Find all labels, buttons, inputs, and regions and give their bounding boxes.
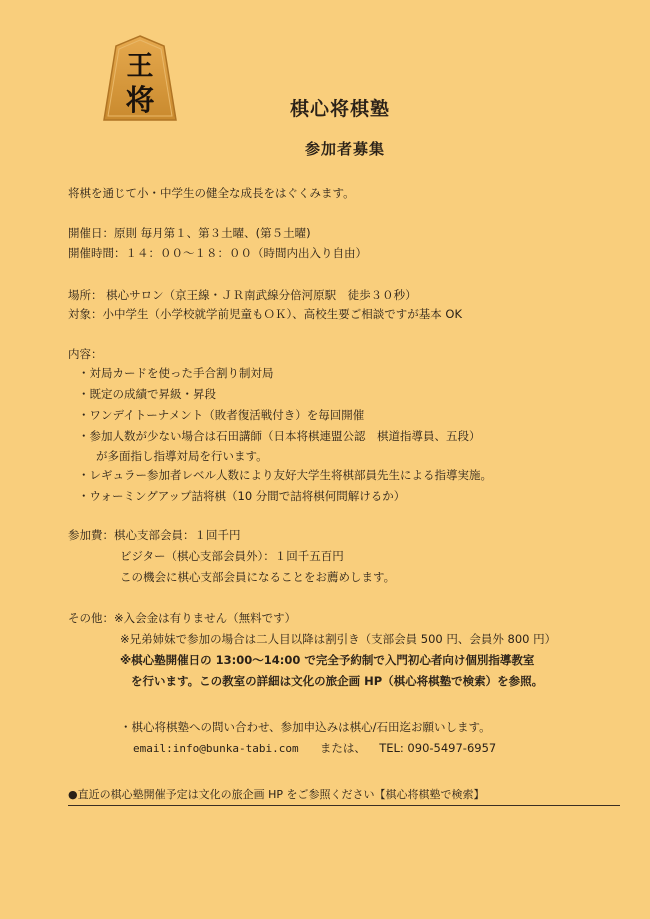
logo-kanji-top: 王 <box>126 51 154 82</box>
fee-note: この機会に棋心支部会員になることをお薦めします。 <box>120 570 396 584</box>
logo-kanji-bottom: 将 <box>125 83 155 117</box>
fee-visitor: ビジター（棋心支部会員外）：１回千五百円 <box>120 549 344 563</box>
schedule-days: 開催日：原則 毎月第１、第３土曜、(第５土曜) <box>68 226 311 240</box>
footer-note: ●直近の棋心塾開催予定は文化の旅企画 HP をご参照ください【棋心将棋塾で検索】 <box>68 788 485 801</box>
target-text: 対象：小中学生（小学校就学前児童もＯＫ）、高校生要ご相談ですが基本 OK <box>68 307 462 321</box>
other-line-4: を行います。この教室の詳細は文化の旅企画 HP（棋心将棋塾で検索）を参照。 <box>131 674 544 688</box>
contact-or: または、 <box>319 741 366 755</box>
fee-member: 参加費：棋心支部会員：１回千円 <box>68 528 241 542</box>
intro-text: 将棋を通じて小・中学生の健全な成長をはぐくみます。 <box>68 186 355 200</box>
contact-details <box>133 741 496 756</box>
content-item: ・参加人数が少ない場合は石田講師（日本将棋連盟公認 棋道指導員、五段） <box>78 429 481 443</box>
other-line-3: ※棋心塾開催日の 13:00～14:00 で完全予約制で入門初心者向け個別指導教室 <box>120 653 535 667</box>
location-text: 場所： 棋心サロン（京王線・ＪＲ南武線分倍河原駅 徒歩３０秒） <box>68 288 417 302</box>
other-line-2: ※兄弟姉妹で参加の場合は二人目以降は割引き（支部会員 500 円、会員外 800 円） <box>120 632 557 646</box>
content-item: が多面指し指導対局を行います。 <box>96 449 268 463</box>
contact-tel[interactable]: TEL: 090-5497-6957 <box>379 741 497 755</box>
schedule-time: 開催時間：１４：００～１８：００（時間内出入り自由） <box>68 246 367 260</box>
page-title: 棋心将棋塾 <box>289 98 390 120</box>
content-item: ・既定の成績で昇級・昇段 <box>78 387 216 401</box>
other-line-1: その他：※入会金は有りません（無料です） <box>68 611 297 625</box>
contact-line: ・棋心将棋塾への問い合わせ、参加申込みは棋心/石田迄お願いします。 <box>120 720 491 734</box>
content-item: ・ウォーミングアップ詰将棋（10 分間で詰将棋何問解けるか） <box>78 489 406 503</box>
content-item: ・対局カードを使った手合割り制対局 <box>78 366 274 380</box>
page-subtitle: 参加者募集 <box>304 140 385 158</box>
content-item: ・レギュラー参加者レベル人数により友好大学生将棋部員先生による指導実施。 <box>78 468 492 482</box>
content-item: ・ワンデイトーナメント（敗者復活戦付き）を毎回開催 <box>78 408 365 422</box>
contact-email[interactable]: email:info@bunka-tabi.com <box>133 742 299 755</box>
content-heading: 内容： <box>68 347 103 361</box>
footer-divider <box>68 805 620 806</box>
